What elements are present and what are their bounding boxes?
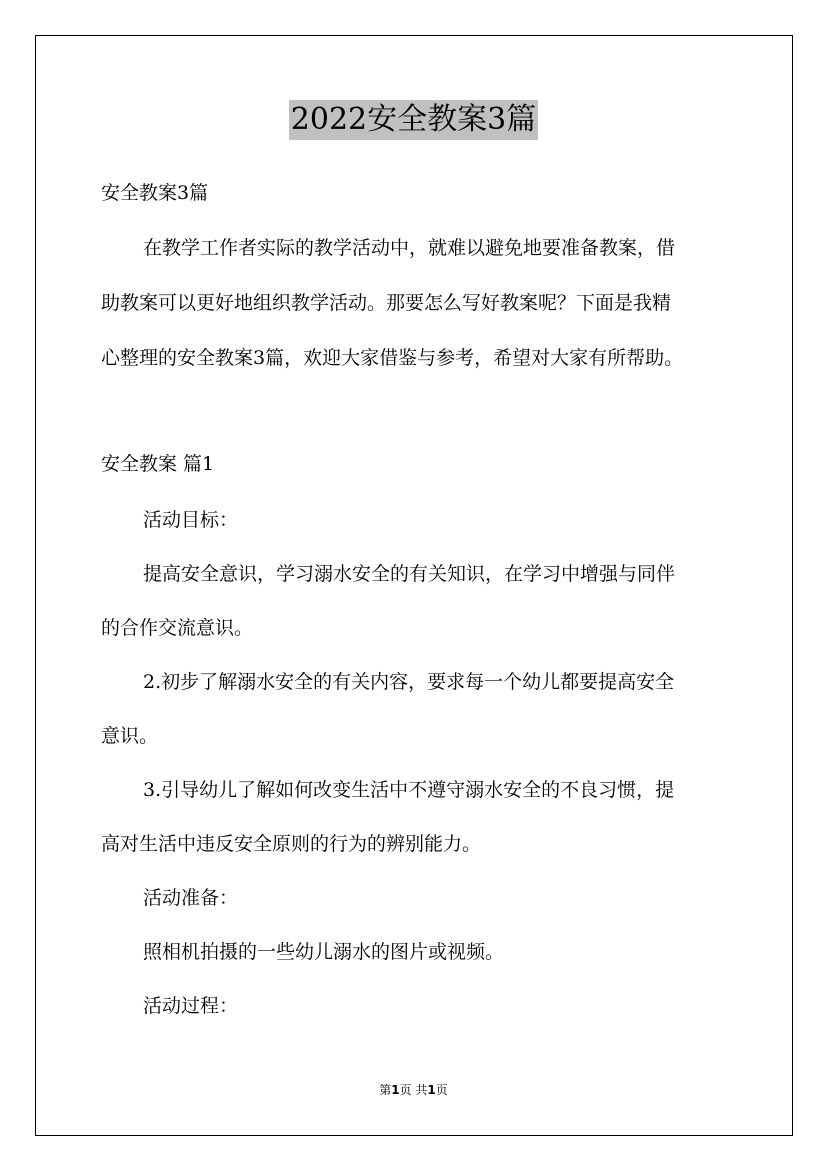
document-subtitle: 安全教案3篇	[101, 182, 209, 204]
intro-line-3: 心整理的安全教案3篇，欢迎大家借鉴与参考，希望对大家有所帮助。	[101, 347, 684, 369]
footer-page-total: 1	[427, 1083, 436, 1097]
page-footer	[0, 1082, 827, 1098]
body-line-goal-1a: 提高安全意识，学习溺水安全的有关知识，在学习中增强与同伴	[143, 563, 676, 585]
footer-page-prefix: 第	[379, 1083, 392, 1097]
body-line-activity-process: 活动过程：	[143, 995, 239, 1017]
footer-page-suffix: 页	[435, 1083, 448, 1097]
title-container	[0, 100, 827, 140]
body-line-goal-2b: 意识。	[101, 725, 159, 747]
intro-line-2: 助教案可以更好地组织教学活动。那要怎么写好教案呢？下面是我精	[101, 292, 672, 314]
document-title: 2022安全教案3篇	[289, 100, 538, 140]
section-heading: 安全教案 篇1	[101, 453, 215, 475]
intro-line-1: 在教学工作者实际的教学活动中，就难以避免地要准备教案，借	[143, 237, 676, 259]
body-line-goal-1b: 的合作交流意识。	[101, 617, 254, 639]
body-line-goal-3a: 3.引导幼儿了解如何改变生活中不遵守溺水安全的不良习惯，提	[143, 779, 675, 801]
body-line-activity-prep: 活动准备：	[143, 887, 239, 909]
body-line-goal-2a: 2.初步了解溺水安全的有关内容，要求每一个幼儿都要提高安全	[143, 671, 675, 693]
footer-page-mid: 页 共	[399, 1083, 428, 1097]
body-line-prep-detail: 照相机拍摄的一些幼儿溺水的图片或视频。	[143, 941, 505, 963]
footer-page-current: 1	[391, 1083, 400, 1097]
body-line-activity-goals: 活动目标：	[143, 509, 239, 531]
body-line-goal-3b: 高对生活中违反安全原则的行为的辨别能力。	[101, 833, 482, 855]
